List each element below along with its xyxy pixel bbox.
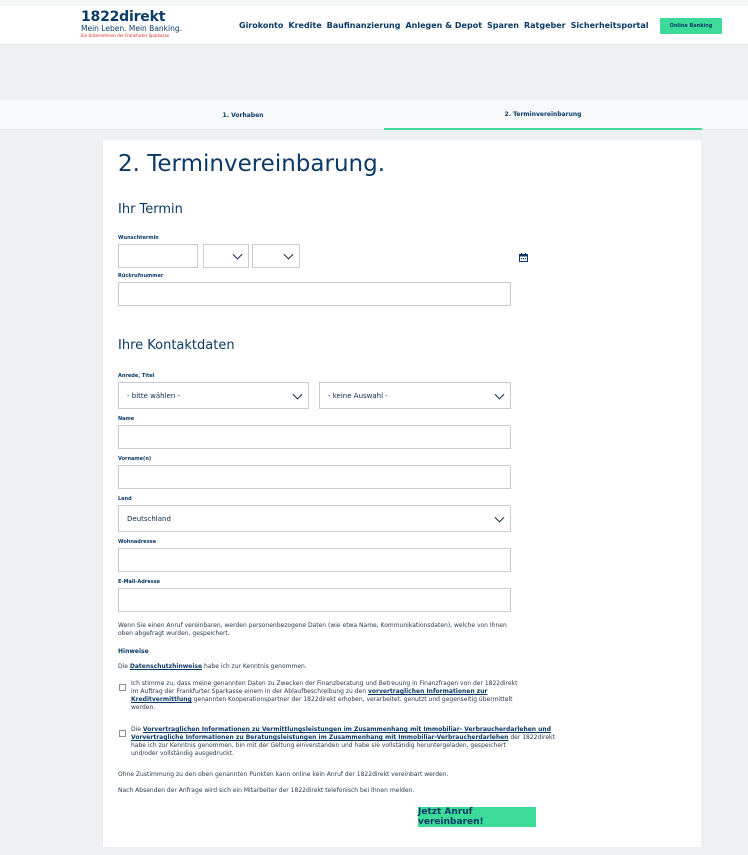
date-input[interactable] <box>118 244 198 268</box>
datenschutz-pre: Die <box>118 663 130 670</box>
submit-button[interactable]: Jetzt Anruf vereinbaren! <box>418 807 536 827</box>
nav-sicherheitsportal[interactable]: Sicherheitsportal <box>570 21 649 30</box>
main-nav <box>239 21 654 30</box>
kreditvermittlung-link[interactable]: Kreditvermittlung <box>131 696 192 703</box>
top-header <box>0 0 748 45</box>
nav-ratgeber[interactable]: Ratgeber <box>523 21 566 30</box>
chevron-down-icon <box>284 250 294 260</box>
hinweise-heading: Hinweise <box>118 648 149 655</box>
progress-steps <box>0 100 748 130</box>
logo-slogan: Mein Leben. Mein Banking. <box>81 24 182 33</box>
step-terminvereinbarung[interactable]: 2. Terminvereinbarung <box>384 100 702 130</box>
name-input[interactable] <box>118 425 511 449</box>
vorvertragliche-vermittlung-link[interactable]: Vorvertraglichen Informationen zu Vermittlungsleistungen im Zusammenhang mit Immobiliar- Verbraucherdarlehen und <box>142 726 551 733</box>
chevron-down-icon <box>495 512 505 522</box>
consent-text-2 <box>131 726 555 758</box>
titel-value: - keine Auswahl - <box>328 391 388 400</box>
termin-heading: Ihr Termin <box>118 202 183 217</box>
datenschutz-post: habe ich zur Kenntnis genommen. <box>202 663 307 670</box>
anrede-select[interactable] <box>118 382 309 409</box>
privacy-info-line: oben abgefragt wurden, gespeichert. <box>118 630 230 637</box>
nav-sparen[interactable]: Sparen <box>487 21 519 30</box>
land-value: Deutschland <box>127 514 171 523</box>
wohnadresse-label: Wohnadresse <box>118 539 157 545</box>
consent-checkbox-2[interactable] <box>119 730 126 737</box>
logo-subline: Ein Unternehmen der Frankfurter Sparkasse <box>81 33 170 38</box>
logo[interactable] <box>81 10 182 39</box>
wunschtermin-label: Wunschtermin <box>118 235 159 241</box>
vorname-input[interactable] <box>118 465 511 489</box>
consent-line: habe ich zur Kenntnis genommen, bin mit der Geltung einverstanden und habe sie vollständig heruntergeladen, gespeichert <box>131 742 506 749</box>
consent-line: im Auftrag der Frankfurter Sparkasse einem in der Ablaufbeschreibung zu den <box>131 688 368 695</box>
nav-anlegen-depot[interactable]: Anlegen & Depot <box>405 21 483 30</box>
anrede-value: - bitte wählen - <box>127 391 181 400</box>
rueckruf-label: Rückrufnummer <box>118 273 164 279</box>
consent-line: Die <box>131 726 143 733</box>
phone-input[interactable] <box>118 282 511 306</box>
email-label: E-Mail-Adresse <box>118 579 160 585</box>
logo-text: 1822direkt <box>81 9 166 25</box>
vorvertragliche-link[interactable]: vorvertraglichen Informationen zur <box>367 688 488 695</box>
chevron-down-icon <box>233 250 243 260</box>
anrede-label: Anrede, Titel <box>118 373 155 379</box>
consent-text-1 <box>131 680 517 712</box>
after-submit-note: Nach Absenden der Anfrage wird sich ein Mitarbeiter der 1822direkt telefonisch bei Ihnen melden. <box>118 787 415 794</box>
privacy-info <box>118 622 507 638</box>
page-title: 2. Terminvereinbarung. <box>118 151 386 177</box>
privacy-info-line: Wenn Sie einen Anruf vereinbaren, werden personenbezogene Daten (wie etwa Name, Kommunikationsdaten), welche von Ihnen <box>118 622 507 629</box>
hour-select[interactable] <box>203 244 249 268</box>
consent-checkbox-1[interactable] <box>119 684 126 691</box>
datenschutz-link[interactable]: Datenschutzhinweise <box>129 663 203 670</box>
land-label: Land <box>118 496 132 502</box>
step-vorhaben[interactable]: 1. Vorhaben <box>222 111 264 119</box>
kontakt-heading: Ihre Kontaktdaten <box>118 338 235 353</box>
no-consent-note: Ohne Zustimmung zu den oben genannten Punkten kann online kein Anruf der 1822direkt vereinbart werden. <box>118 771 449 778</box>
email-input[interactable] <box>118 588 511 612</box>
name-label: Name <box>118 416 135 422</box>
nav-kredite[interactable]: Kredite <box>288 21 322 30</box>
vorname-label: Vorname(n) <box>118 456 152 462</box>
vorvertragliche-beratung-link[interactable]: Vorvertragliche Informationen zu Beratungsleistungen im Zusammenhang mit Immobiliar-Verbraucherdarlehen <box>131 734 509 741</box>
consent-line: und/oder vollständig ausgedruckt. <box>131 750 234 757</box>
calendar-icon[interactable] <box>519 253 528 262</box>
chevron-down-icon <box>293 389 303 399</box>
datenschutz-text <box>118 663 307 671</box>
address-input[interactable] <box>118 548 511 572</box>
chevron-down-icon <box>495 389 505 399</box>
online-banking-button[interactable]: Online Banking <box>660 18 722 34</box>
consent-line: Ich stimme zu, dass meine genannten Daten zu Zwecken der Finanzberatung und Betreuung in Finanzfragen von der 1822direkt <box>131 680 518 687</box>
land-select[interactable] <box>118 505 511 532</box>
consent-line: der 1822direkt <box>508 734 555 741</box>
consent-line: genannten Kooperationspartner der 1822direkt erhoben, verarbeitet, genutzt und gegenseitig übermittelt <box>191 696 513 703</box>
minute-select[interactable] <box>252 244 300 268</box>
nav-baufinanzierung[interactable]: Baufinanzierung <box>326 21 401 30</box>
nav-girokonto[interactable]: Girokonto <box>239 21 284 30</box>
titel-select[interactable] <box>319 382 511 409</box>
consent-line: werden. <box>131 704 156 711</box>
